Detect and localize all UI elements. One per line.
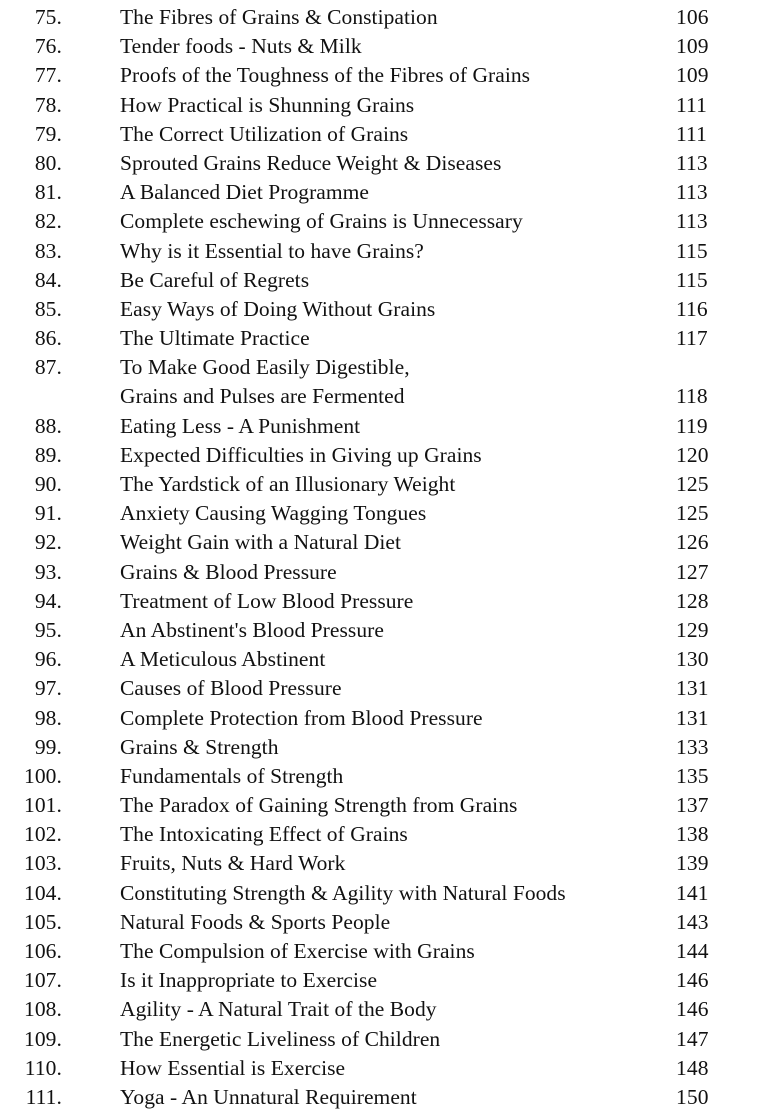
- toc-entry-number: 75.: [34, 5, 62, 29]
- toc-entry-title[interactable]: The Yardstick of an Illusionary Weight: [120, 472, 456, 497]
- toc-entry-line: [0, 587, 780, 616]
- toc-entry-page-number: 127: [676, 559, 709, 584]
- toc-entry-page-number: 131: [676, 705, 709, 730]
- toc-entry-page-number: 113: [676, 209, 708, 234]
- toc-entry-title[interactable]: Be Careful of Regrets: [120, 267, 310, 292]
- toc-entry-title[interactable]: Complete eschewing of Grains is Unnecessary: [120, 209, 523, 234]
- toc-entry-page-number: 141: [676, 880, 709, 905]
- toc-entry-page-number: 148: [676, 1055, 709, 1080]
- toc-entry-line: [0, 762, 780, 791]
- toc-entry-number: 91.: [34, 501, 62, 526]
- toc-entry-title[interactable]: Anxiety Causing Wagging Tongues: [120, 501, 427, 526]
- toc-entry-title[interactable]: The Ultimate Practice: [120, 326, 310, 351]
- toc-entry-title[interactable]: Grains & Blood Pressure: [120, 559, 337, 584]
- toc-entry[interactable]: [0, 704, 780, 733]
- toc-entry-number: 78.: [34, 92, 62, 117]
- toc-entry-number: 100.: [23, 763, 62, 788]
- toc-entry-number: 90.: [34, 472, 62, 497]
- toc-entry-number: 85.: [34, 296, 62, 321]
- toc-entry-line: [0, 295, 780, 324]
- toc-entry-title[interactable]: Grains & Strength: [120, 734, 279, 759]
- toc-entry[interactable]: [0, 266, 780, 295]
- toc-entry-title[interactable]: Fruits, Nuts & Hard Work: [120, 851, 346, 876]
- toc-entry-number: 99.: [34, 734, 62, 759]
- toc-entry[interactable]: [0, 879, 780, 908]
- toc-entry-title[interactable]: How Practical is Shunning Grains: [120, 92, 415, 117]
- toc-entry-line: [0, 149, 780, 178]
- toc-entry-page-number: 135: [676, 763, 709, 788]
- toc-entry-line: [0, 1054, 780, 1083]
- toc-entry-page-number: 113: [676, 180, 708, 205]
- toc-entry-title[interactable]: The Correct Utilization of Grains: [120, 121, 409, 146]
- toc-entry-number: 106.: [23, 939, 62, 964]
- toc-entry-page-number: 146: [676, 968, 709, 993]
- toc-entry-line: [0, 879, 780, 908]
- toc-entry[interactable]: [0, 120, 780, 149]
- toc-entry-page-number: 126: [676, 530, 709, 555]
- toc-entry[interactable]: [0, 966, 780, 995]
- toc-entry[interactable]: [0, 616, 780, 645]
- toc-entry-page-number: 118: [676, 384, 708, 409]
- toc-entry[interactable]: [0, 441, 780, 470]
- toc-entry-title[interactable]: The Energetic Liveliness of Children: [120, 1026, 441, 1051]
- toc-entry-line: [0, 207, 780, 236]
- toc-entry[interactable]: [0, 528, 780, 557]
- toc-entry-line: [0, 61, 780, 90]
- toc-entry-page-number: 116: [676, 296, 708, 321]
- toc-entry-title[interactable]: Sprouted Grains Reduce Weight & Diseases: [120, 150, 502, 175]
- toc-entry-line: [0, 966, 780, 995]
- toc-entry[interactable]: [0, 32, 780, 61]
- toc-entry[interactable]: [0, 178, 780, 207]
- toc-entry-line: [0, 820, 780, 849]
- toc-entry-title[interactable]: Weight Gain with a Natural Diet: [120, 530, 402, 555]
- toc-entry-page-number: 120: [676, 442, 709, 467]
- toc-entry-line: [0, 616, 780, 645]
- toc-entry-title[interactable]: Is it Inappropriate to Exercise: [120, 968, 378, 993]
- toc-entry[interactable]: [0, 849, 780, 878]
- toc-entry[interactable]: [0, 733, 780, 762]
- toc-entry-title[interactable]: Natural Foods & Sports People: [120, 909, 391, 934]
- toc-entry-title[interactable]: The Intoxicating Effect of Grains: [120, 822, 408, 847]
- toc-entry-page-number: 125: [676, 472, 709, 497]
- toc-entry-line: [0, 499, 780, 528]
- toc-entry-page-number: 119: [676, 413, 708, 438]
- toc-entry-number: 96.: [34, 647, 62, 672]
- toc-entry[interactable]: [0, 324, 780, 353]
- toc-entry-page-number: 144: [676, 939, 709, 964]
- toc-entry-line: [0, 3, 780, 32]
- toc-entry-page-number: 113: [676, 150, 708, 175]
- toc-entry-title[interactable]: The Paradox of Gaining Strength from Grains: [120, 793, 518, 818]
- toc-entry-title[interactable]: Constituting Strength & Agility with Natural Foods: [120, 880, 566, 905]
- toc-entry-number: 104.: [23, 880, 62, 905]
- toc-entry-line: [0, 849, 780, 878]
- toc-entry-number: 98.: [34, 705, 62, 730]
- toc-entry-line: [0, 412, 780, 441]
- toc-entry[interactable]: [0, 995, 780, 1024]
- toc-entry-page-number: 129: [676, 617, 709, 642]
- toc-entry-number: 95.: [34, 617, 62, 642]
- toc-entry-page-number: 138: [676, 822, 709, 847]
- toc-entry-title[interactable]: Fundamentals of Strength: [120, 763, 344, 788]
- toc-entry[interactable]: [0, 645, 780, 674]
- toc-entry-title[interactable]: Why is it Essential to have Grains?: [120, 238, 424, 263]
- toc-entry-page-number: 125: [676, 501, 709, 526]
- toc-entry-page-number: 143: [676, 909, 709, 934]
- toc-entry-line: [0, 324, 780, 353]
- toc-entry[interactable]: [0, 91, 780, 120]
- toc-entry-line: [0, 178, 780, 207]
- toc-entry-number: 97.: [34, 676, 62, 701]
- toc-entry-number: 81.: [34, 180, 62, 205]
- toc-entry[interactable]: [0, 937, 780, 966]
- toc-entry-page-number: 146: [676, 997, 709, 1022]
- toc-entry-title[interactable]: Eating Less - A Punishment: [120, 413, 361, 438]
- toc-entry-number: 92.: [34, 530, 62, 555]
- toc-entry-line: [0, 995, 780, 1024]
- toc-entry-line: [0, 266, 780, 295]
- toc-entry-title[interactable]: Easy Ways of Doing Without Grains: [120, 296, 436, 321]
- toc-entry-title[interactable]: Agility - A Natural Trait of the Body: [120, 997, 437, 1022]
- toc-entry-line: [0, 120, 780, 149]
- toc-entry-page-number: 147: [676, 1026, 709, 1051]
- toc-entry-list: [0, 3, 780, 1112]
- toc-entry-page-number: 117: [676, 326, 708, 351]
- toc-entry-page-number: 137: [676, 793, 709, 818]
- toc-entry-page-number: 139: [676, 851, 709, 876]
- toc-entry-number: 89.: [34, 442, 62, 467]
- toc-entry-number: 76.: [34, 34, 62, 59]
- toc-entry-number: 80.: [34, 150, 62, 175]
- toc-entry-number: 107.: [23, 968, 62, 993]
- toc-entry[interactable]: [0, 762, 780, 791]
- toc-entry-line: [0, 558, 780, 587]
- toc-entry-line: [0, 908, 780, 937]
- toc-entry-page-number: 115: [676, 238, 708, 263]
- toc-entry-page-number: 130: [676, 647, 709, 672]
- toc-entry-page-number: 111: [676, 92, 707, 117]
- toc-entry-title[interactable]: A Meticulous Abstinent: [120, 647, 326, 672]
- toc-entry-title[interactable]: A Balanced Diet Programme: [120, 180, 370, 205]
- toc-entry-line: [0, 704, 780, 733]
- toc-entry-page-number: 131: [676, 676, 709, 701]
- toc-entry-page-number: 111: [676, 121, 707, 146]
- toc-entry-number: 108.: [23, 997, 62, 1022]
- toc-entry[interactable]: [0, 908, 780, 937]
- toc-entry-number: 83.: [34, 238, 62, 263]
- toc-entry-number: 105.: [23, 909, 62, 934]
- toc-entry-line: [0, 791, 780, 820]
- toc-entry[interactable]: [0, 149, 780, 178]
- toc-entry[interactable]: [0, 791, 780, 820]
- toc-entry-line: [0, 733, 780, 762]
- toc-entry-title[interactable]: An Abstinent's Blood Pressure: [120, 617, 384, 642]
- toc-entry-line: [0, 441, 780, 470]
- toc-entry-title-continued[interactable]: Grains and Pulses are Fermented: [120, 384, 405, 409]
- toc-entry-title[interactable]: Complete Protection from Blood Pressure: [120, 705, 483, 730]
- toc-entry-line: [0, 937, 780, 966]
- toc-entry-line: [0, 1025, 780, 1054]
- toc-entry-number: 102.: [23, 822, 62, 847]
- toc-entry-page-number: 115: [676, 267, 708, 292]
- toc-entry-number: 93.: [34, 559, 62, 584]
- toc-entry-number: 94.: [34, 588, 62, 613]
- toc-entry[interactable]: [0, 207, 780, 236]
- toc-entry[interactable]: [0, 1054, 780, 1083]
- toc-entry[interactable]: [0, 820, 780, 849]
- toc-entry-number: 79.: [34, 121, 62, 146]
- toc-entry-page-number: 109: [676, 34, 709, 59]
- toc-entry-number: 87.: [34, 355, 62, 380]
- toc-entry-title[interactable]: Causes of Blood Pressure: [120, 676, 342, 701]
- toc-entry-page-number: 109: [676, 63, 709, 88]
- toc-entry-line: [0, 528, 780, 557]
- toc-entry-number: 82.: [34, 209, 62, 234]
- toc-entry-number: 86.: [34, 326, 62, 351]
- toc-entry-page-number: 106: [676, 5, 709, 29]
- toc-entry-line: [0, 91, 780, 120]
- toc-entry-page-number: 150: [676, 1084, 709, 1109]
- toc-entry-line: [0, 32, 780, 61]
- toc-entry-title[interactable]: How Essential is Exercise: [120, 1055, 346, 1080]
- toc-entry[interactable]: [0, 61, 780, 90]
- toc-entry-title[interactable]: Tender foods - Nuts & Milk: [120, 34, 362, 59]
- toc-entry-number: 111.: [25, 1084, 62, 1109]
- toc-entry[interactable]: [0, 470, 780, 499]
- toc-entry-line: [0, 470, 780, 499]
- toc-entry[interactable]: [0, 499, 780, 528]
- toc-entry-number: 110.: [24, 1055, 62, 1080]
- toc-entry[interactable]: [0, 3, 780, 32]
- toc-entry-title[interactable]: Treatment of Low Blood Pressure: [120, 588, 414, 613]
- toc-entry-number: 77.: [34, 63, 62, 88]
- toc-entry-line: [0, 645, 780, 674]
- toc-entry[interactable]: [0, 295, 780, 324]
- toc-entry-line: [0, 353, 780, 382]
- toc-entry-page-number: 133: [676, 734, 709, 759]
- toc-entry-number: 101.: [23, 793, 62, 818]
- toc-entry-line: [0, 674, 780, 703]
- toc-entry-number: 103.: [23, 851, 62, 876]
- toc-entry-number: 88.: [34, 413, 62, 438]
- toc-entry[interactable]: [0, 558, 780, 587]
- toc-entry-title[interactable]: The Fibres of Grains & Constipation: [120, 5, 438, 29]
- toc-entry-number: 84.: [34, 267, 62, 292]
- toc-entry-number: 109.: [23, 1026, 62, 1051]
- toc-entry[interactable]: [0, 587, 780, 616]
- toc-entry-title[interactable]: The Compulsion of Exercise with Grains: [120, 939, 475, 964]
- toc-entry-title[interactable]: To Make Good Easily Digestible,: [120, 355, 410, 380]
- toc-entry[interactable]: [0, 353, 780, 411]
- toc-entry-title[interactable]: Proofs of the Toughness of the Fibres of Grains: [120, 63, 531, 88]
- toc-entry-page-number: 128: [676, 588, 709, 613]
- toc-entry[interactable]: [0, 412, 780, 441]
- toc-entry-title[interactable]: Expected Difficulties in Giving up Grains: [120, 442, 482, 467]
- toc-entry[interactable]: [0, 674, 780, 703]
- toc-entry-line: [0, 237, 780, 266]
- toc-entry[interactable]: [0, 1025, 780, 1054]
- toc-entry-title[interactable]: Yoga - An Unnatural Requirement: [120, 1084, 417, 1109]
- toc-entry-line-continued: [0, 382, 780, 411]
- toc-entry[interactable]: [0, 237, 780, 266]
